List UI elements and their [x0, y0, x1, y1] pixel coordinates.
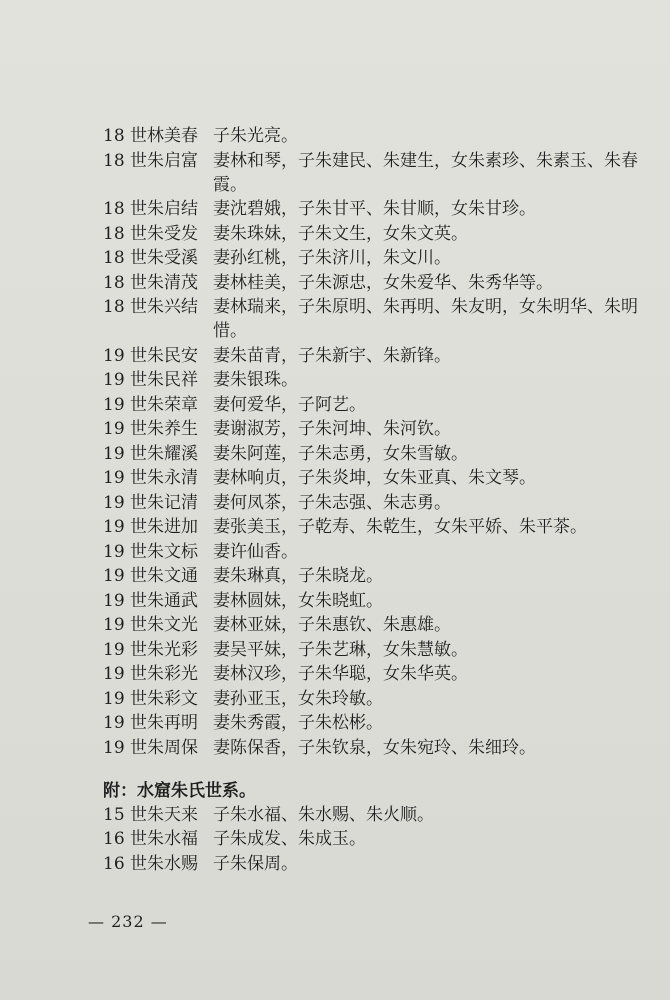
family-description: 妻孙亚玉，女朱玲敏。: [213, 688, 383, 709]
family-description: 妻朱琳真，子朱晓龙。: [213, 566, 383, 586]
generation-name: 19 世朱文光: [103, 615, 199, 635]
family-description: 妻何爱华，子阿艺。: [213, 394, 366, 415]
generation-name: 19 世朱彩文: [103, 688, 199, 709]
family-description: 妻林瑞来，子朱原明、朱再明、朱友明，女朱明华、朱明惜。: [213, 297, 638, 341]
genealogy-entry: [103, 466, 643, 490]
generation-name: 19 世朱通武: [103, 590, 199, 611]
generation-name: 18 世朱受发: [103, 223, 199, 244]
generation-name: 19 世朱文标: [103, 541, 199, 562]
family-description: 妻陈保香，子朱钦泉，女朱宛玲、朱细玲。: [213, 737, 536, 758]
generation-name: 19 世朱耀溪: [103, 443, 199, 464]
genealogy-entry: [103, 564, 643, 588]
genealogy-entry: [103, 687, 643, 711]
generation-name: 19 世朱光彩: [103, 639, 199, 660]
generation-name: 19 世朱周保: [103, 737, 199, 758]
generation-name: 19 世朱民安: [103, 345, 199, 366]
generation-name: 19 世朱进加: [103, 517, 199, 537]
family-description: 妻朱秀霞，子朱松彬。: [213, 713, 383, 733]
family-description: 子朱保周。: [213, 853, 298, 874]
generation-name: 19 世朱民祥: [103, 370, 199, 390]
family-description: 妻沈碧娥，子朱甘平、朱甘顺，女朱甘珍。: [213, 199, 536, 219]
generation-name: 16 世朱水福: [103, 829, 199, 849]
family-description: 妻林圆妹，女朱晓虹。: [213, 590, 383, 611]
generation-name: 19 世朱荣章: [103, 394, 199, 415]
family-description: 妻朱珠妹，子朱文生，女朱文英。: [213, 223, 468, 244]
genealogy-entry: [103, 711, 643, 735]
genealogy-entry: [103, 442, 643, 466]
generation-name: 18 世林美春: [103, 126, 199, 146]
generation-name: 15 世朱天来: [103, 804, 199, 825]
genealogy-entry: [103, 368, 643, 392]
genealogy-entry: [103, 295, 643, 343]
family-description: 妻林亚妹，子朱惠钦、朱惠雄。: [213, 615, 451, 635]
genealogy-entry: [103, 149, 643, 197]
generation-name: 19 世朱再明: [103, 713, 199, 733]
family-description: 妻许仙香。: [213, 541, 298, 562]
family-description: 妻谢淑芳，子朱河坤、朱河钦。: [213, 419, 451, 439]
genealogy-entry: [103, 197, 643, 221]
family-description: 妻朱银珠。: [213, 370, 298, 390]
generation-name: 19 世朱永清: [103, 468, 199, 488]
genealogy-entry: [103, 246, 643, 270]
genealogy-entry: [103, 613, 643, 637]
generation-name: 19 世朱记清: [103, 492, 199, 513]
family-description: 妻林桂美，子朱源忠，女朱爱华、朱秀华等。: [213, 272, 553, 293]
generation-name: 19 世朱文通: [103, 566, 199, 586]
appendix-list: [103, 803, 643, 876]
genealogy-entry: [103, 124, 643, 148]
appendix-title: 附：水窟朱氏世系。: [103, 780, 256, 801]
genealogy-entry: [103, 515, 643, 539]
family-description: 妻吴平妹，子朱艺琳，女朱慧敏。: [213, 639, 468, 660]
generation-name: 16 世朱水赐: [103, 853, 199, 874]
genealogy-entry: [103, 491, 643, 515]
genealogy-entry: [103, 417, 643, 441]
family-description: 妻孙红桃，子朱济川，朱文川。: [213, 248, 451, 268]
genealogy-entry: [103, 222, 643, 246]
generation-name: 18 世朱启结: [103, 199, 199, 219]
generation-name: 18 世朱兴结: [103, 297, 199, 317]
family-description: 妻何凤茶，子朱志强、朱志勇。: [213, 492, 451, 513]
genealogy-entry: [103, 540, 643, 564]
genealogy-entry: [103, 271, 643, 295]
family-description: 妻林和琴，子朱建民、朱建生，女朱素珍、朱素玉、朱春霞。: [213, 150, 638, 195]
genealogy-entry: [103, 662, 643, 686]
page-number: — 232 —: [88, 912, 168, 931]
generation-name: 18 世朱清茂: [103, 272, 199, 293]
genealogy-entry: [103, 852, 643, 876]
genealogy-entry: [103, 589, 643, 613]
genealogy-entry: [103, 803, 643, 827]
family-description: 子朱水福、朱水赐、朱火顺。: [213, 804, 434, 825]
genealogy-entry: [103, 393, 643, 417]
generation-name: 19 世朱彩光: [103, 664, 199, 684]
generation-name: 18 世朱受溪: [103, 248, 199, 268]
genealogy-entry: [103, 638, 643, 662]
generation-name: 19 世朱养生: [103, 419, 199, 439]
genealogy-list: [103, 124, 643, 760]
family-description: 妻朱苗青，子朱新宇、朱新锋。: [213, 345, 451, 366]
family-description: 子朱成发、朱成玉。: [213, 829, 366, 849]
genealogy-entry: [103, 344, 643, 368]
genealogy-entry: [103, 827, 643, 851]
generation-name: 18 世朱启富: [103, 150, 199, 171]
family-description: 妻林汉珍，子朱华聪，女朱华英。: [213, 664, 468, 684]
genealogy-content: [103, 124, 643, 876]
family-description: 妻张美玉，子乾寿、朱乾生，女朱平娇、朱平茶。: [213, 517, 587, 537]
family-description: 子朱光亮。: [213, 126, 298, 146]
family-description: 妻朱阿莲，子朱志勇，女朱雪敏。: [213, 443, 468, 464]
family-description: 妻林响贞，子朱炎坤，女朱亚真、朱文琴。: [213, 468, 536, 488]
genealogy-entry: [103, 736, 643, 760]
